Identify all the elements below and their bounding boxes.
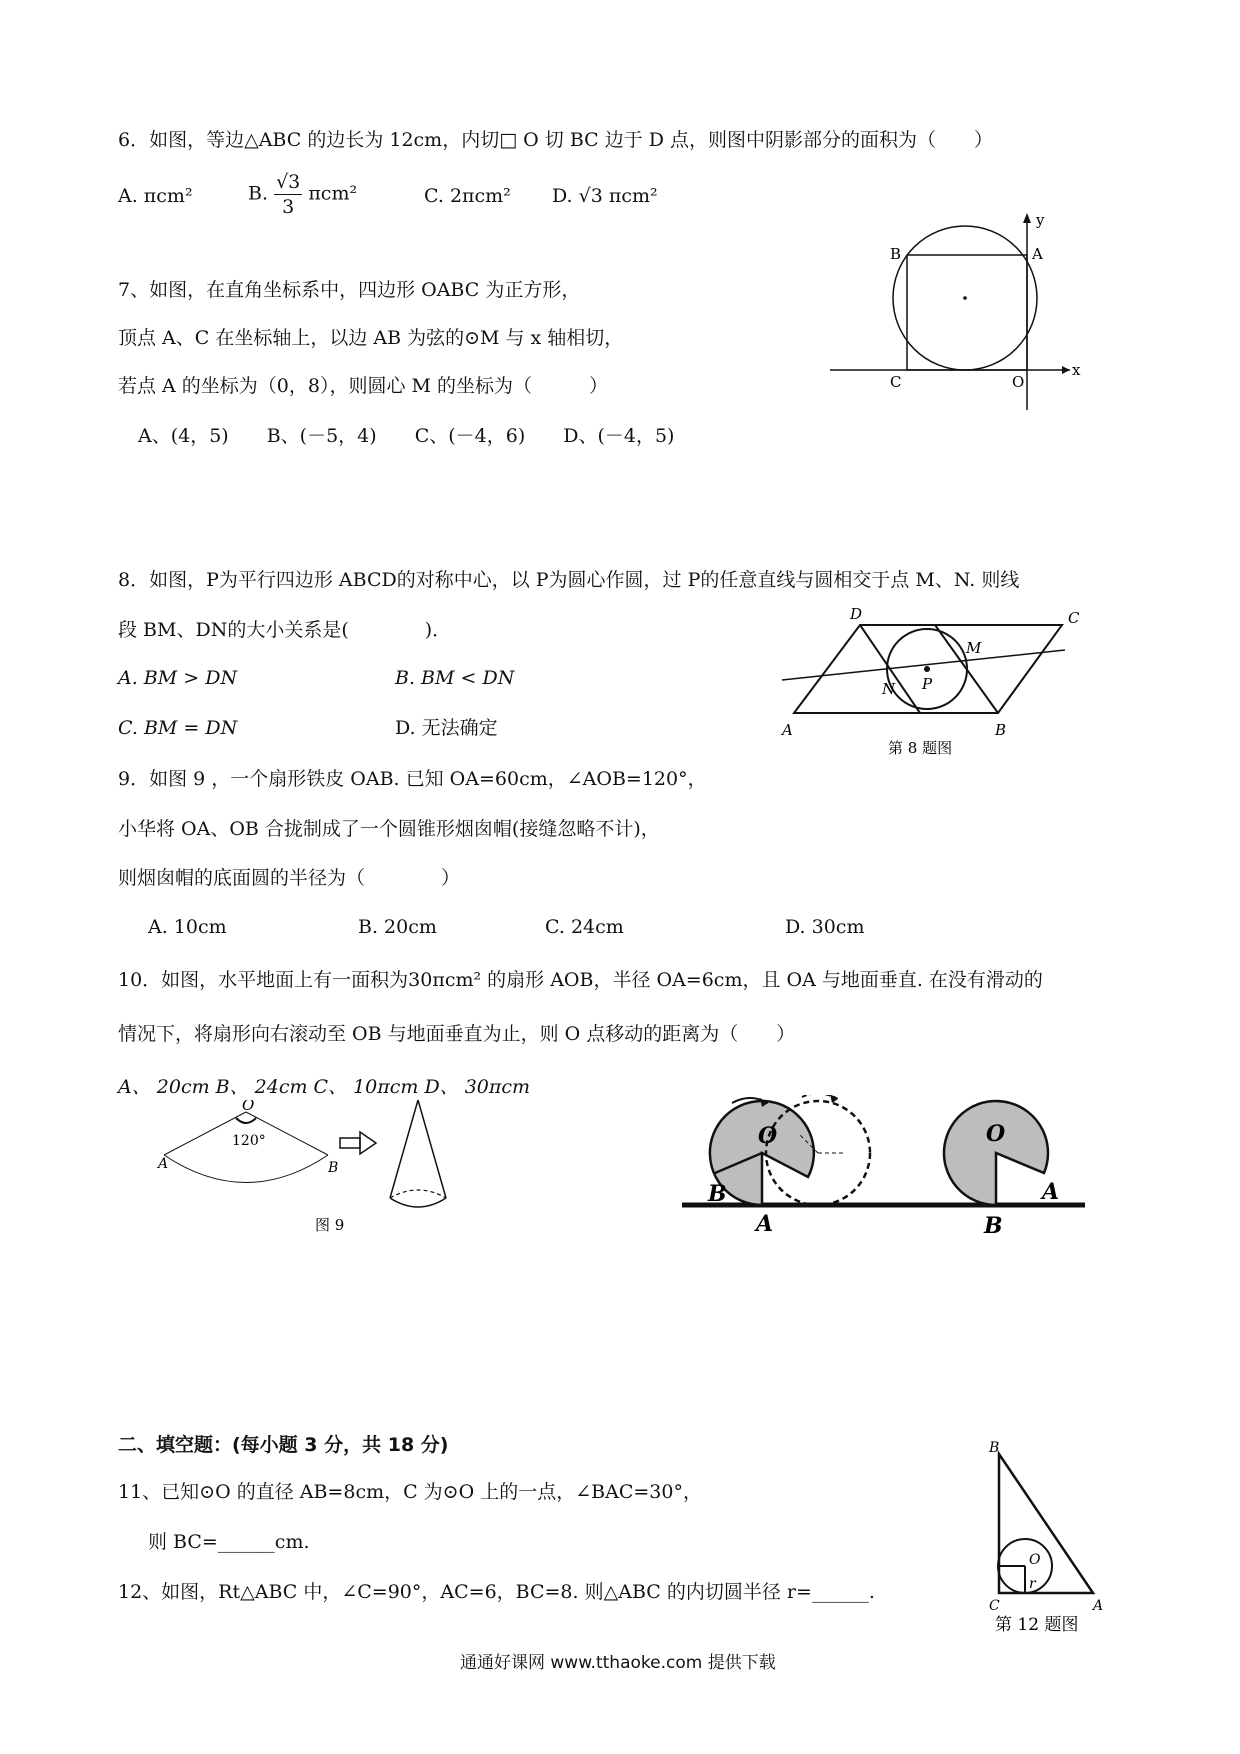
q6-option-a: A. πcm²: [118, 185, 193, 207]
label-a-2: A: [1042, 1179, 1060, 1205]
q7-figure: [820, 205, 1090, 420]
q6-option-b-unit: πcm²: [308, 182, 358, 205]
label-r: r: [1029, 1576, 1036, 1592]
q6-option-c: C. 2πcm²: [424, 185, 511, 207]
label-b: B: [328, 1160, 339, 1176]
q10-line-2: 情况下，将扇形向右滚动至 OB 与地面垂直为止，则 O 点移动的距离为（ ）: [118, 1023, 796, 1045]
q9-option-d: D. 30cm: [785, 916, 865, 938]
label-a: A: [1032, 245, 1043, 263]
q10-line-1: 10．如图，水平地面上有一面积为30πcm² 的扇形 AOB，半径 OA=6cm，且 OA 与地面垂直. 在没有滑动的: [118, 969, 1043, 991]
x-axis-arrow-icon: [1062, 366, 1070, 374]
q7-line-3: 若点 A 的坐标为（0，8），则圆心 M 的坐标为（ ）: [118, 375, 609, 397]
q8-option-a: A. BM > DN: [118, 667, 238, 689]
angle-mark: [236, 1118, 256, 1123]
cone-left: [390, 1100, 418, 1198]
q12-caption: 第 12 题图: [995, 1615, 1079, 1635]
q7-line-1: 7、如图，在直角坐标系中，四边形 OABC 为正方形，: [118, 279, 581, 301]
q6-option-b-numerator: √3: [276, 171, 301, 193]
q6-option-b-denominator: 3: [282, 196, 295, 218]
q9-figure: [150, 1100, 480, 1240]
section-heading: 二、填空题：(每小题 3 分，共 18 分): [118, 1434, 449, 1456]
q6-option-b: [248, 170, 357, 219]
center-m: [963, 296, 967, 300]
cone-base-back: [390, 1190, 446, 1198]
q6-option-b-label: B.: [248, 182, 269, 205]
q11-line-1: 11、已知⊙O 的直径 AB=8cm，C 为⊙O 上的一点，∠BAC=30°，: [118, 1481, 702, 1503]
q9-option-b: B. 20cm: [358, 916, 437, 938]
q11-line-2: 则 BC=______cm.: [148, 1531, 310, 1553]
q9-line-3: 则烟囱帽的底面圆的半径为（ ）: [118, 867, 461, 889]
label-a: A: [158, 1156, 169, 1172]
q7-line-2: 顶点 A、C 在坐标轴上，以边 AB 为弦的⊙M 与 x 轴相切，: [118, 327, 624, 349]
label-o: O: [1012, 373, 1025, 391]
label-m: M: [966, 639, 982, 657]
q7-options: A、(4，5) B、(－5，4) C、(－4，6) D、(－4，5): [138, 425, 675, 447]
point-p: [924, 666, 930, 672]
arc-ab: [164, 1155, 328, 1183]
label-p: P: [922, 675, 933, 693]
label-o-1: O: [758, 1123, 778, 1149]
label-n: N: [882, 680, 896, 698]
q8-option-b: B. BM < DN: [395, 667, 515, 689]
q9-option-c: C. 24cm: [545, 916, 624, 938]
q12-figure: [985, 1440, 1135, 1635]
q8-option-c: C. BM = DN: [118, 717, 238, 739]
q9-option-a: A. 10cm: [148, 916, 227, 938]
q8-line-1: 8．如图，P为平行四边形 ABCD的对称中心，以 P为圆心作圆，过 P的任意直线与圆相交于点 M、N. 则线: [118, 569, 1020, 591]
q9-line-1: 9．如图 9 ，一个扇形铁皮 OAB. 已知 OA=60cm，∠AOB=120°，: [118, 768, 707, 790]
q8-option-d: D. 无法确定: [395, 717, 498, 739]
triangle-abc: [999, 1454, 1093, 1593]
arrow-right-icon: [360, 1132, 376, 1154]
y-axis-arrow-icon: [1023, 213, 1031, 223]
q6-stem: 6．如图，等边△ABC 的边长为 12cm，内切□ O 切 BC 边于 D 点，则图中阴影部分的面积为（ ）: [118, 129, 994, 151]
label-y: y: [1036, 211, 1045, 229]
label-o-2: O: [986, 1121, 1006, 1147]
label-a-1: A: [756, 1211, 774, 1237]
label-x: x: [1072, 361, 1081, 379]
cone-base-front: [390, 1198, 446, 1207]
label-b: B: [995, 721, 1007, 739]
label-b-1: B: [708, 1181, 727, 1207]
label-b: B: [989, 1440, 1000, 1456]
label-o: O: [242, 1100, 255, 1114]
q8-caption: 第 8 题图: [888, 739, 953, 755]
q6-option-d: D. √3 πcm²: [552, 185, 658, 207]
q8-line-2: 段 BM、DN的大小关系是( )．: [118, 619, 452, 641]
label-c: C: [890, 373, 902, 391]
cone-right: [418, 1100, 446, 1198]
label-angle: 120°: [232, 1133, 266, 1149]
label-a: A: [782, 721, 793, 739]
label-c: C: [1068, 609, 1080, 627]
page-footer: 通通好课网 www.tthaoke.com 提供下载: [460, 1653, 776, 1673]
square-oabc: [907, 255, 1027, 370]
sector-final: [944, 1101, 1048, 1205]
q8-figure: [770, 605, 1100, 755]
q10-options: A、 20cm B、 24cm C、 10πcm D、 30πcm: [118, 1076, 531, 1098]
label-b: B: [890, 245, 902, 263]
label-o: O: [1029, 1552, 1041, 1568]
arrow-body: [340, 1138, 360, 1148]
label-a: A: [1093, 1598, 1104, 1614]
label-b-2: B: [984, 1213, 1003, 1239]
q9-caption: 图 9: [315, 1216, 345, 1234]
q10-figure: [680, 1095, 1090, 1240]
label-d: D: [850, 605, 863, 623]
q12-line-1: 12、如图，Rt△ABC 中，∠C=90°，AC=6，BC=8. 则△ABC 的内切圆半径 r=______.: [118, 1581, 875, 1603]
label-c: C: [989, 1598, 1000, 1614]
q9-line-2: 小华将 OA、OB 合拢制成了一个圆锥形烟囱帽(接缝忽略不计)，: [118, 818, 660, 840]
